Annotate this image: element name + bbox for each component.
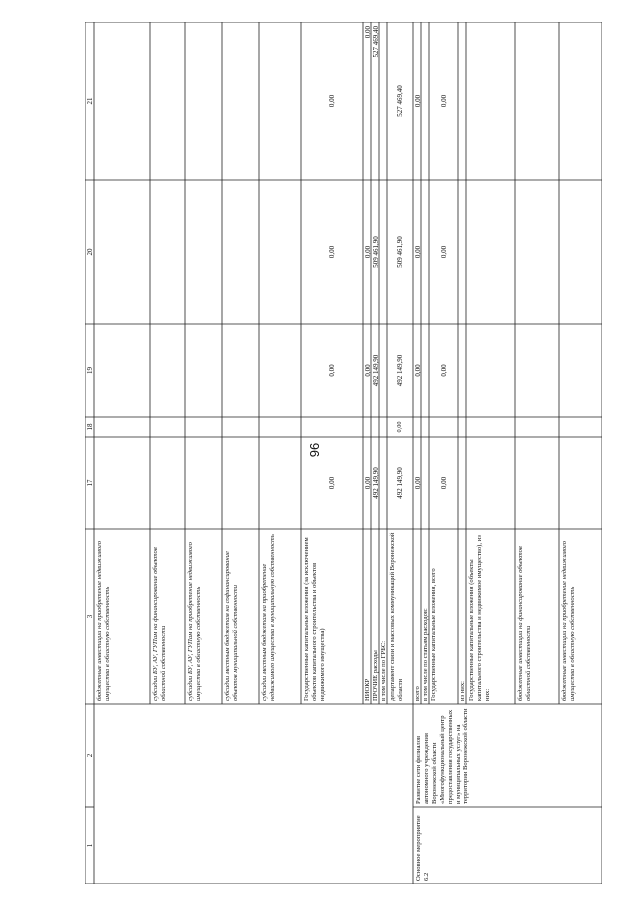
cell-niokr-c17: 0,00 — [364, 476, 372, 490]
cell-niokr-c19: 0,00 — [364, 364, 372, 377]
header-col-20: 20 — [86, 248, 94, 256]
page-number: 96 — [307, 442, 322, 458]
cell-niokr-c20: 0,00 — [364, 245, 372, 259]
row-label-subsidies-objects: субсидии БУ, АУ, ГУПам на финансирование объектов областной собственности — [152, 547, 167, 701]
cell-other-c19: 492 149,90 — [372, 354, 380, 387]
cell-total-c17: 0,00 — [414, 476, 422, 490]
activity-description: Развитие сети филиалов автономного учреждения Воронежской области «Многофункциональный центр предоставления государственных и муниципальных услуг» на территории Воронежской области — [415, 708, 470, 804]
cell-capital-total-c19: 0,00 — [440, 364, 448, 377]
row-label-total: всего — [414, 686, 421, 701]
header-col-17: 17 — [86, 479, 94, 487]
header-col-1: 1 — [86, 843, 94, 848]
cell-other-c20: 509 461,90 — [372, 236, 380, 268]
cell-other-c17: 492 149,90 — [372, 467, 380, 499]
table-grid — [85, 22, 602, 884]
row-label-local-cofinancing: субсидии местным бюджетам на софинансирование объектов муниципальной собственности — [224, 551, 239, 701]
row-label-other-expenses: ПРОЧИЕ расходы — [372, 650, 379, 701]
row-label-capital-construction: Государственные капитальные вложения (объекты капитального строительства и недвижимое имущество), из них: — [468, 535, 491, 701]
cell-total-c20: 0,00 — [414, 245, 422, 259]
cell-department-c18: 0,00 — [396, 421, 403, 433]
cell-capital-total-c17: 0,00 — [440, 476, 448, 490]
main-activity-label: Основное мероприятие 6.2 — [415, 815, 430, 881]
row-label-local-property: субсидии местным бюджетам на приобретение недвижимого имущества в муниципальную собственность — [261, 534, 276, 701]
header-col-19: 19 — [86, 367, 94, 374]
header-col-3: 3 — [86, 614, 94, 619]
row-label-by-expense-items: в том числе по статьям расходов: — [422, 608, 429, 701]
cell-department-c17: 492 149,90 — [396, 467, 404, 499]
header-col-18: 18 — [86, 423, 94, 431]
cell-capital-other-c17: 0,00 — [328, 476, 336, 490]
cell-niokr-c21: 0,00 — [364, 26, 372, 39]
row-label-niokr: НИОКР — [364, 678, 371, 701]
row-label-investments-regional-objects: бюджетные инвестиции на финансирование объектов областной собственности — [517, 546, 532, 701]
cell-capital-total-c21: 0,00 — [440, 94, 448, 108]
row-label-by-grbs: в том числе по ГРБС: — [380, 640, 387, 701]
row-label-investments-property: бюджетные инвестиции на приобретение недвижимого имущества в областную собственность — [96, 541, 111, 701]
cell-capital-other-c20: 0,00 — [328, 245, 336, 259]
cell-total-c21: 0,00 — [414, 94, 422, 108]
cell-department-c21: 527 469,40 — [396, 85, 404, 117]
row-label-investments-regional-property: бюджетные инвестиции на приобретение недвижимого имущества в областную собственность — [561, 541, 576, 701]
cell-capital-other-c19: 0,00 — [328, 364, 336, 377]
cell-other-c21: 527 469,40 — [372, 26, 380, 58]
cell-capital-total-c20: 0,00 — [440, 245, 448, 259]
row-label-capital-total: Государственные капитальные вложения, всего — [430, 568, 437, 701]
rotated-table — [85, 22, 602, 884]
cell-department-c19: 492 149,90 — [396, 354, 404, 387]
cell-capital-other-c21: 0,00 — [328, 94, 336, 108]
cell-total-c19: 0,00 — [414, 364, 422, 377]
header-col-21: 21 — [86, 97, 94, 105]
header-col-2: 2 — [86, 753, 94, 758]
row-label-capital-investments-other: Государственные капитальные вложения (за исключением объектов капитального строительства и объектов недвижимого имущества) — [303, 537, 326, 701]
row-label-department: департамент связи и массовых коммуникаций Воронежской области — [389, 532, 404, 701]
cell-department-c20: 509 461,90 — [396, 236, 404, 268]
row-label-of-them: из них: — [459, 681, 466, 701]
row-label-subsidies-property: субсидии БУ, АУ, ГУПам на приобретение недвижимого имущества в областную собственность — [187, 542, 202, 701]
